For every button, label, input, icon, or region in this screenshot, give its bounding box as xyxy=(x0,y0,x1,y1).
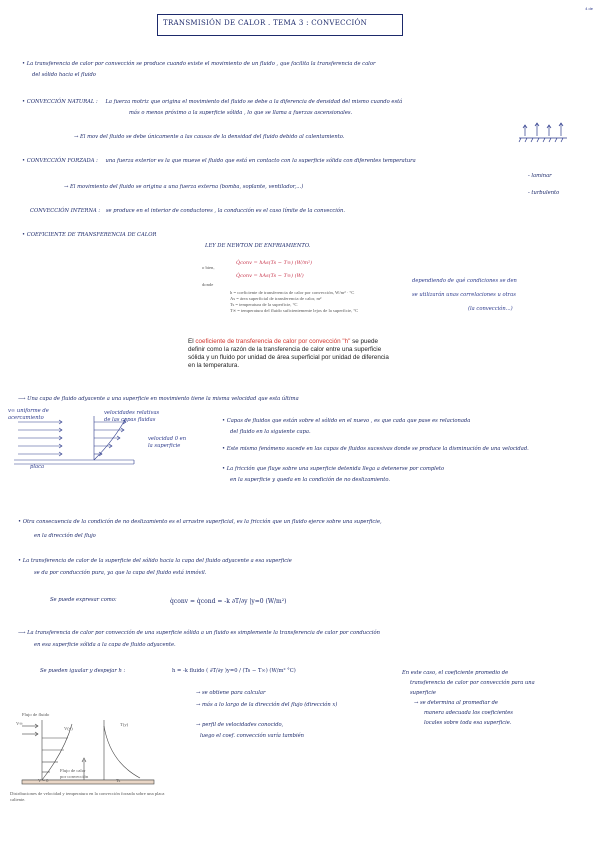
h-formula-lead: Se pueden igualar y despejar h : xyxy=(40,668,126,674)
diagram-label-1: v∞ uniforme de xyxy=(8,408,49,414)
h-formula: h = -k fluido ( ∂T/∂y )y=0 / (Ts − T∞) (W/m² °C) xyxy=(172,668,296,674)
newton-law: LEY DE NEWTON DE ENFRIAMIENTO. xyxy=(205,243,311,249)
intro-text-2: del sólido hacia el fluido xyxy=(32,72,96,78)
obien-label: o bien, xyxy=(202,265,215,270)
bullet-1b: del fluido en la siguiente capa. xyxy=(230,429,311,435)
natural-convection: • CONVECCIÓN NATURAL : La fuerza motriz que origina el movimiento del fluido se debe a la diferencia de densidad del mismo cuando está xyxy=(22,99,403,105)
page-title: TRANSMISIÓN DE CALOR . TEMA 3 : CONVECCIÓN xyxy=(163,19,368,27)
h-note-3: → perfil de velocidades conocido, xyxy=(196,722,284,728)
coefficient-definition: El coeficiente de transferencia de calor por convección "h" se puede definir como la razón de la transferencia de calor entre una superficie sólida y un fluido por unidad de área superficial por unidad de diferencia en la temperatura. xyxy=(188,338,389,369)
donde-label: donde xyxy=(202,282,214,287)
legend-2: As = área superficial de transferencia de calor, m² xyxy=(230,296,322,301)
right-note-6: locales sobre toda esa superficie. xyxy=(424,720,512,726)
side-note-3: (la convección...) xyxy=(468,306,513,312)
intro-text: • La transferencia de calor por convección se produce cuando existe el movimiento de un fluido , que facilita la transferencia de calor xyxy=(22,61,376,67)
right-note-3: superficie xyxy=(410,690,436,696)
diagram-label-1b: acercamiento xyxy=(8,415,44,421)
fig-label-calor: Flujo de calor xyxy=(60,768,86,773)
fig-label-ts: Ts xyxy=(116,778,121,783)
consequence-2: • La transferencia de calor de la superficie del sólido hacia la capa del fluido adyacente a esa superficie xyxy=(18,558,292,564)
diagram-label-4: placa xyxy=(30,464,45,470)
bullet-3b: en la superficie y queda en la condición de no deslizamiento. xyxy=(230,477,391,483)
express-label: Se puede expresar como: xyxy=(50,597,117,603)
legend-3: Ts = temperatura de la superficie, °C xyxy=(230,302,298,307)
consequence-2b: se da por conducción pura, ya que la capa del fluido está inmóvil. xyxy=(34,570,207,576)
natural-convection-sketch xyxy=(519,122,569,144)
layer-title: ⟶ Una capa de fluido adyacente a una superficie en movimiento tiene la misma velocidad que esta última xyxy=(18,396,299,402)
consequence-1: • Otra consecuencia de la condición de no deslizamiento es el arrastre superficial, es la fricción que un fluido ejerce sobre una superficie, xyxy=(18,519,382,525)
bullet-1: • Capas de fluidos que están sobre el sólido en el nuevo , es que cada que pase es relacionada xyxy=(222,418,471,424)
right-note-2: transferencia de calor por convección para una xyxy=(410,680,535,686)
bullet-3: • La fricción que fluye sobre una superficie detenida llega a detenerse por completo xyxy=(222,466,445,472)
page-number: 4 de xyxy=(585,6,593,11)
internal-convection: CONVECCIÓN INTERNA : se produce en el interior de conductores , la conducción es el caso límite de la convección. xyxy=(30,208,346,214)
diagram-label-2b: de las capas fluidas xyxy=(104,417,156,423)
legend-4: T∞ = temperatura del fluido suficientemente lejos de la superficie, °C xyxy=(230,308,359,313)
natural-convection-2: más o menos próximo a la superficie sólida , lo que se llama a fuerzas ascensionales. xyxy=(129,110,353,116)
flux-formula: q̇conv = q̇cond = -k ∂T/∂y |y=0 (W/m²) xyxy=(170,598,287,605)
diagram-label-2: velocidades relativas xyxy=(104,410,160,416)
h-note-1: → se obtiene para calcular xyxy=(196,690,266,696)
fig-label-calor2: por convección xyxy=(60,774,89,779)
side-note-1: dependiendo de qué condiciones se den xyxy=(412,278,517,284)
h-note-2: → más a lo largo de la dirección del flujo (dirección x) xyxy=(196,702,338,708)
figure-caption: Distribuciones de velocidad y temperatura en la convección forzada sobre una placa caliente. xyxy=(10,791,165,802)
bullet-2: • Este mismo fenómeno sucede en las capas de fluidos sucesivas donde se produce la disminución de una velocidad. xyxy=(222,446,529,452)
fig-label-flujo: Flujo de fluido xyxy=(22,712,50,717)
forced-arrow-note: → El movimiento del fluido se origina a una fuerza externa (bomba, soplante, ventilador,...) xyxy=(64,184,304,190)
forced-turbulent: - turbulento xyxy=(528,190,560,196)
coefficient-heading: • COEFICIENTE DE TRANSFERENCIA DE CALOR xyxy=(22,232,157,238)
fig-label-ty: T(y) xyxy=(120,722,129,727)
formula-2: Q̇conv = hAs(Ts − T∞) (W) xyxy=(236,273,304,279)
right-note-5: manera adecuada los coeficientes xyxy=(424,710,513,716)
forced-convection: • CONVECCIÓN FORZADA : una fuerza exterior es la que mueve el fluido que está en contacto con la superficie sólida con diferentes temperatura xyxy=(22,158,416,164)
diagram-label-3: velocidad 0 en xyxy=(148,436,187,442)
diagram-label-3b: la superficie xyxy=(148,443,181,449)
fig-label-vx: V = 0 xyxy=(38,778,49,783)
legend-1: h = coeficiente de transferencia de calor por convección, W/m² · °C xyxy=(230,290,355,295)
natural-arrow-note: → El mov del fluido se debe únicamente a las causas de la densidad del fluido debido al calentamiento. xyxy=(74,134,345,140)
fig-label-vy: V(y) xyxy=(64,726,73,731)
forced-laminar: - laminar xyxy=(528,173,552,179)
conv-equiv: ⟶ La transferencia de calor por convección de una superficie sólida a un fluido es simplemente la transferencia de calor por conducción xyxy=(18,630,381,636)
h-note-4: luego el coef. convección varía también xyxy=(200,733,305,739)
conv-equiv-2: en esa superficie sólida a la capa de fluido adyacente. xyxy=(34,642,176,648)
formula-1: Q̇conv = hAs(Ts − T∞) (W/m²) xyxy=(236,260,313,266)
velocity-temperature-figure xyxy=(14,712,164,792)
consequence-1b: en la dirección del flujo xyxy=(34,533,96,539)
right-note-4: → se determina al promediar de xyxy=(414,700,498,706)
side-note-2: se utilizarán unas correlaciones u otras xyxy=(412,292,516,298)
fig-label-v: V∞ xyxy=(16,721,23,726)
right-note-1: En este caso, el coeficiente promedio de xyxy=(402,670,509,676)
